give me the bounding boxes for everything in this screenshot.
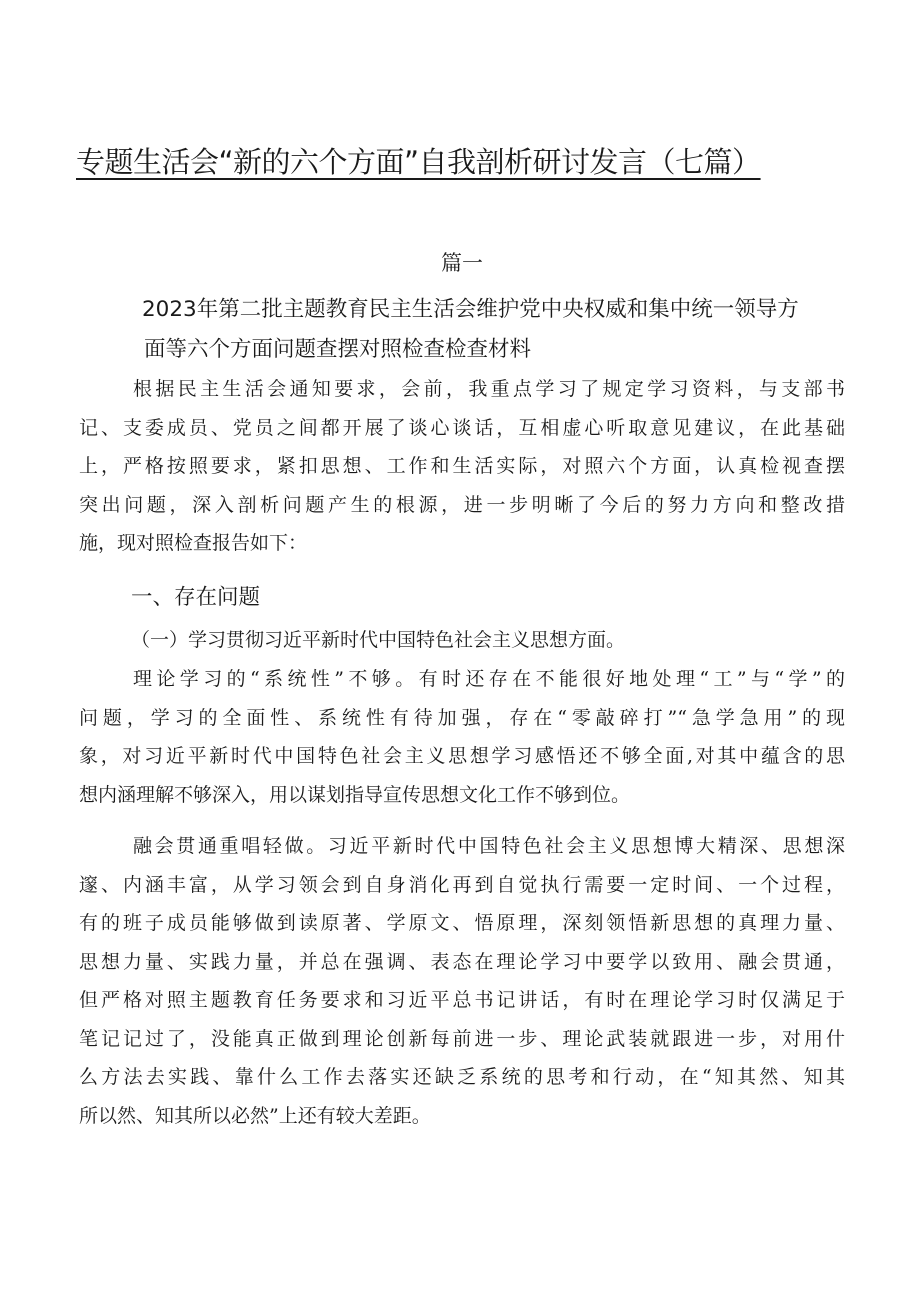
subtitle-line: 2023年第二批主题教育民主生活会维护党中央权威和集中统一领导方	[142, 297, 799, 322]
paragraph-line: 思想力量、实践力量，并总在强调、表态在理论学习中要学以致用、融会贯通，	[79, 950, 845, 973]
paragraph-line: 突出问题，深入剖析问题产生的根源，进一步明晰了今后的努力方向和整改措	[79, 493, 845, 516]
paragraph-line: 但严格对照主题教育任务要求和习近平总书记讲话，有时在理论学习时仅满足于	[79, 989, 845, 1011]
paragraph-line: 象，对习近平新时代中国特色社会主义思想学习感悟还不够全面,对其中蕴含的思	[79, 745, 845, 767]
paragraph-line: 记、支委成员、党员之间都开展了谈心谈话，互相虚心听取意见建议，在此基础	[79, 416, 845, 439]
paragraph-line: 有的班子成员能够做到读原著、学原文、悟原理，深刻领悟新思想的真理力量、	[79, 912, 845, 934]
paragraph-line: 么方法去实践、靠什么工作去落实还缺乏系统的思考和行动，在“知其然、知其	[79, 1066, 845, 1088]
intro-paragraph	[79, 370, 845, 563]
body-paragraph	[79, 660, 845, 814]
paragraph-line: 问题，学习的全面性、系统性有待加强，存在“零敲碎打”“急学急用”的现	[79, 706, 845, 729]
document-subtitle	[142, 290, 862, 370]
subtitle-line: 面等六个方面问题查摆对照检查检查材料	[144, 337, 532, 362]
paragraph-line: 笔记记过了，没能真正做到理论创新每前进一步、理论武装就跟进一步，对用什	[79, 1027, 845, 1050]
paragraph-line: 想内涵理解不够深入，用以谋划指导宣传思想文化工作不够到位。	[79, 783, 631, 806]
paragraph-line: 理论学习的“系统性”不够。有时还存在不能很好地处理“工”与“学”的	[133, 668, 845, 690]
sub-heading: （一）学习贯彻习近平新时代中国特色社会主义思想方面。	[131, 629, 626, 651]
section-heading: 一、存在问题	[131, 585, 261, 610]
paragraph-line: 融会贯通重唱轻做。习近平新时代中国特色社会主义思想博大精深、思想深	[133, 835, 845, 857]
paragraph-line: 邃、内涵丰富，从学习领会到自身消化再到自觉执行需要一定时间、一个过程，	[79, 873, 845, 896]
paragraph-line: 上，严格按照要求，紧扣思想、工作和生活实际，对照六个方面，认真检视查摆	[79, 455, 845, 477]
document-title: 专题生活会“新的六个方面”自我剖析研讨发言（七篇）	[76, 145, 761, 179]
paragraph-line: 所以然、知其所以必然”上还有较大差距。	[79, 1104, 431, 1127]
paragraph-line: 施，现对照检查报告如下：	[79, 532, 308, 554]
section-label: 篇一	[441, 251, 483, 275]
body-paragraph	[79, 827, 845, 1135]
paragraph-line: 根据民主生活会通知要求，会前，我重点学习了规定学习资料，与支部书	[133, 378, 845, 400]
